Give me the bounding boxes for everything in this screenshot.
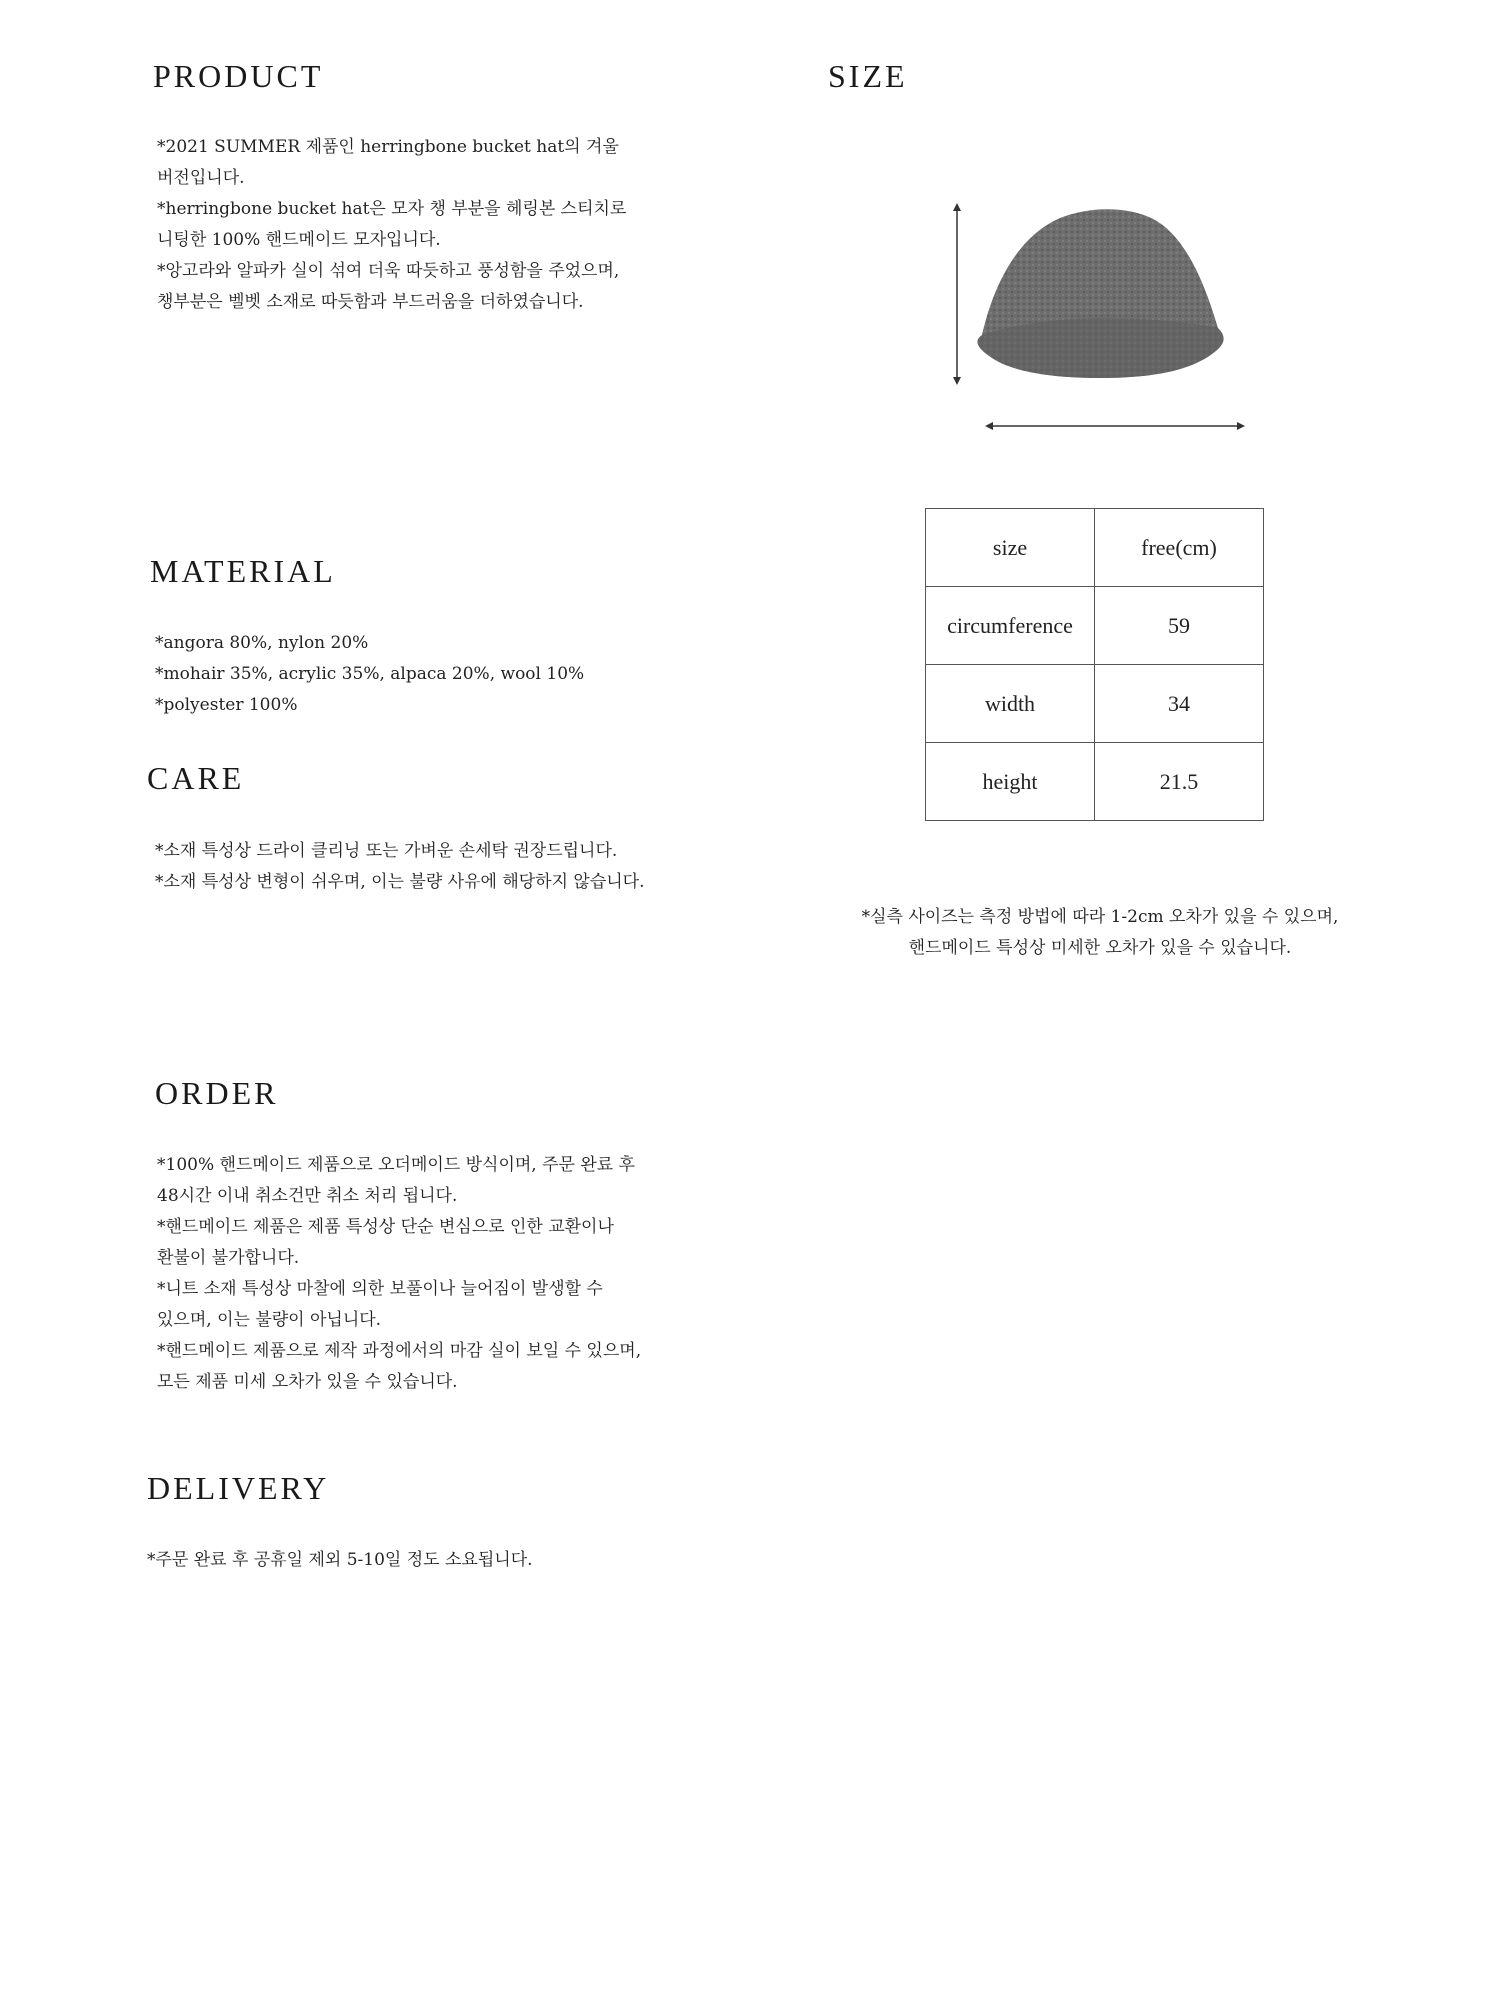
order-line: *100% 핸드메이드 제품으로 오더메이드 방식이며, 주문 완료 후 — [157, 1155, 636, 1175]
care-item: *소재 특성상 변형이 쉬우며, 이는 불량 사유에 해당하지 않습니다. — [155, 872, 645, 892]
size-table-header-row — [926, 509, 1264, 587]
size-table-header-cell: free(cm) — [1095, 509, 1264, 587]
product-line: *앙고라와 알파카 실이 섞여 더욱 따듯하고 풍성함을 주었으며, — [157, 261, 620, 281]
order-line: *니트 소재 특성상 마찰에 의한 보풀이나 늘어짐이 발생할 수 — [157, 1279, 603, 1299]
order-list — [157, 1150, 641, 1398]
size-table-value-cell: 59 — [1095, 587, 1264, 665]
order-line: 있으며, 이는 불량이 아닙니다. — [157, 1310, 382, 1330]
size-note — [820, 902, 1380, 964]
care-item: *소재 특성상 드라이 클리닝 또는 가벼운 손세탁 권장드립니다. — [155, 841, 618, 861]
size-table-label-cell: width — [926, 665, 1095, 743]
size-table-row — [926, 587, 1264, 665]
product-line: *herringbone bucket hat은 모자 챙 부분을 헤링본 스티치로 — [157, 199, 627, 219]
size-note-line: *실측 사이즈는 측정 방법에 따라 1-2cm 오차가 있을 수 있으며, — [861, 907, 1339, 927]
size-note-line: 핸드메이드 특성상 미세한 오차가 있을 수 있습니다. — [908, 938, 1292, 958]
order-line: 환불이 불가합니다. — [157, 1248, 300, 1268]
care-heading: CARE — [147, 760, 245, 796]
product-line: *2021 SUMMER 제품인 herringbone bucket hat의 겨울 — [157, 137, 619, 157]
size-table-row — [926, 665, 1264, 743]
size-table-value-cell: 21.5 — [1095, 743, 1264, 821]
product-line: 니팅한 100% 핸드메이드 모자입니다. — [157, 230, 441, 250]
material-item: *angora 80%, nylon 20% — [155, 633, 369, 653]
size-heading: SIZE — [828, 58, 908, 94]
order-heading: ORDER — [155, 1075, 279, 1111]
hat-brim-shade — [977, 318, 1223, 378]
product-line: 버전입니다. — [157, 168, 245, 188]
size-table — [925, 508, 1264, 821]
product-line: 챙부분은 벨벳 소재로 따듯함과 부드러움을 더하였습니다. — [157, 292, 584, 312]
order-line: 모든 제품 미세 오차가 있을 수 있습니다. — [157, 1372, 458, 1392]
material-item: *mohair 35%, acrylic 35%, alpaca 20%, wool 10% — [155, 664, 585, 684]
material-heading: MATERIAL — [150, 553, 336, 589]
order-line: 48시간 이내 취소건만 취소 처리 됩니다. — [157, 1186, 458, 1206]
height-arrow — [953, 203, 961, 385]
product-description — [157, 132, 626, 318]
width-arrow — [985, 422, 1245, 430]
material-item: *polyester 100% — [155, 695, 298, 715]
hat-size-diagram — [950, 200, 1270, 440]
order-line: *핸드메이드 제품으로 제작 과정에서의 마감 실이 보일 수 있으며, — [157, 1341, 642, 1361]
product-heading: PRODUCT — [153, 58, 324, 94]
delivery-line: *주문 완료 후 공휴일 제외 5-10일 정도 소요됩니다. — [147, 1550, 533, 1570]
size-table-row — [926, 743, 1264, 821]
order-line: *핸드메이드 제품은 제품 특성상 단순 변심으로 인한 교환이나 — [157, 1217, 614, 1237]
care-list — [155, 836, 645, 898]
delivery-list — [147, 1545, 533, 1576]
size-table-label-cell: height — [926, 743, 1095, 821]
size-table-label-cell: circumference — [926, 587, 1095, 665]
size-table-value-cell: 34 — [1095, 665, 1264, 743]
size-table-header-cell: size — [926, 509, 1095, 587]
delivery-heading: DELIVERY — [147, 1470, 330, 1506]
material-list — [155, 628, 584, 721]
